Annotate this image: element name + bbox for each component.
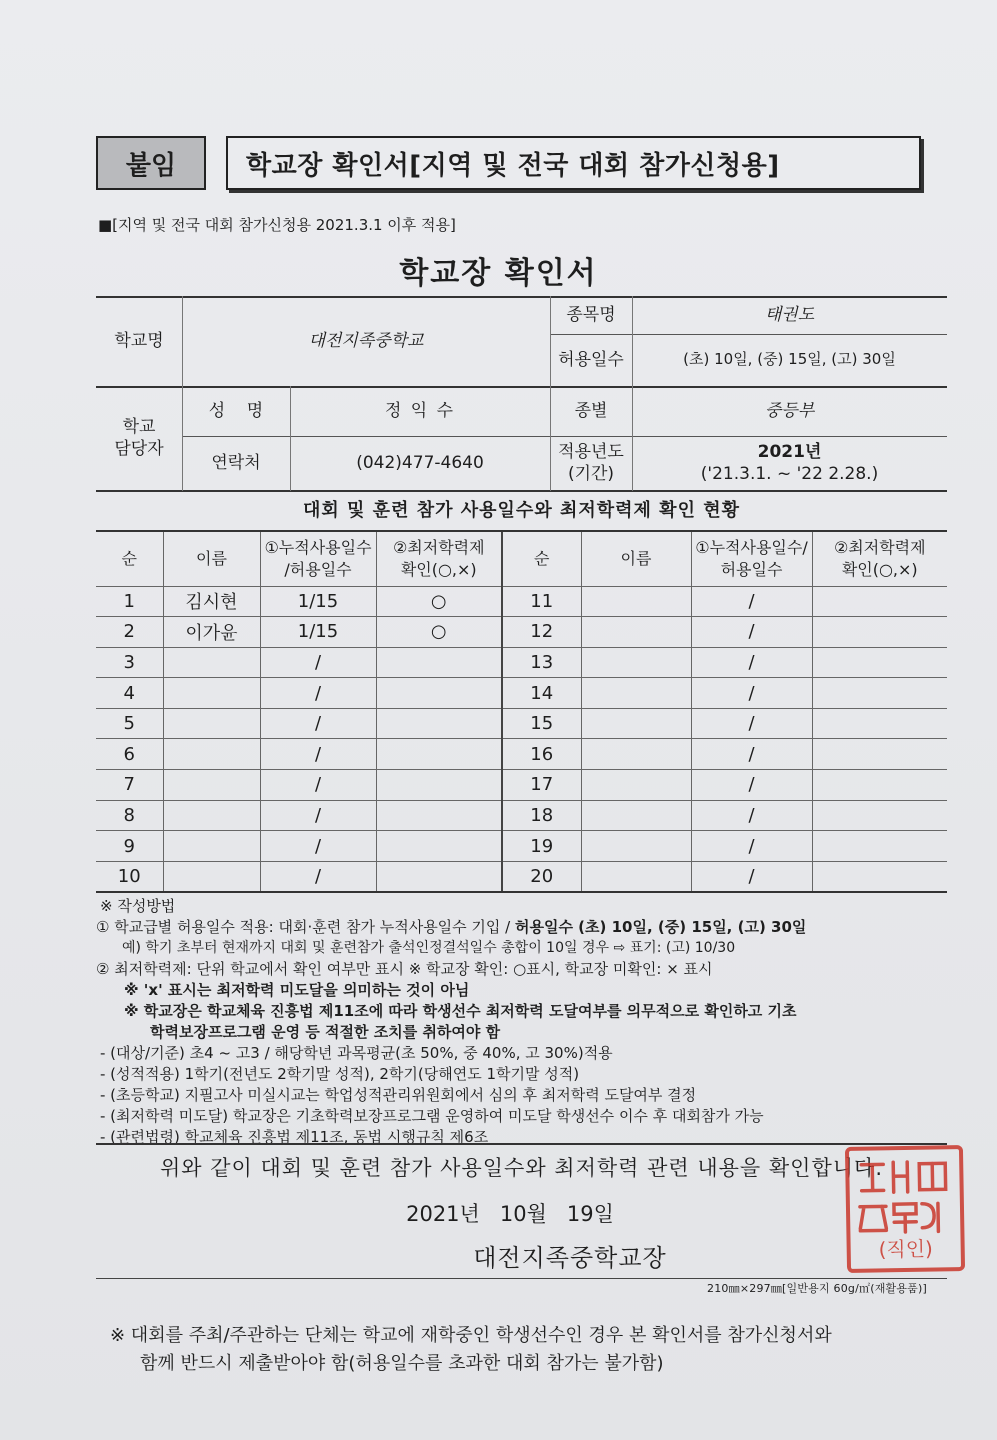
attachment-tag: 붙임 [96, 136, 206, 190]
row-academic-check [812, 586, 947, 617]
detail-2: - (성적적용) 1학기(전년도 2학기말 성적), 2학기(당해연도 1학기말 성적) [100, 1065, 580, 1083]
row-no: 2 [96, 617, 163, 648]
detail-4: - (최저학력 미도달) 학교장은 기초학력보장프로그램 운영하여 미도달 학생선수 이수 후 대회참가 가능 [100, 1107, 764, 1125]
name-label: 성 명 [208, 400, 264, 421]
header-no: 순 [96, 531, 163, 586]
row-academic-check [812, 800, 947, 831]
note-2: ② 최저학력제: 단위 학교에서 확인 여부만 표시 ※ 학교장 확인: ○표시, 학교장 미확인: × 표시 [96, 960, 713, 978]
row-no: 5 [96, 708, 163, 739]
row-academic-check [376, 861, 502, 892]
row-days: / [691, 708, 812, 739]
table-row [96, 708, 947, 739]
svg-text:(직인): (직인) [878, 1236, 934, 1262]
row-no: 20 [502, 861, 581, 892]
header-academic-right: ②최저학력제 확인(○,×) [812, 531, 947, 586]
row-name [163, 708, 260, 739]
roster-table [96, 530, 947, 893]
period-value-line: ('21.3.1. ~ '22 2.28.) [700, 464, 879, 484]
row-days: / [691, 647, 812, 678]
row-days: / [260, 770, 376, 801]
row-name [581, 831, 691, 862]
row-name [163, 678, 260, 709]
row-no: 16 [502, 739, 581, 770]
row-academic-check [376, 770, 502, 801]
row-no: 14 [502, 678, 581, 709]
row-no: 19 [502, 831, 581, 862]
table-row [96, 678, 947, 709]
row-academic-check [812, 708, 947, 739]
row-name [163, 861, 260, 892]
row-days: / [260, 861, 376, 892]
principal-signature-line: 대전지족중학교장 [473, 1244, 667, 1272]
row-days: / [691, 831, 812, 862]
row-academic-check: ○ [376, 586, 502, 617]
official-seal [845, 1145, 965, 1273]
issue-date: 2021년 10월 19일 [406, 1202, 614, 1226]
name-value: 정 익 수 [384, 400, 456, 421]
row-academic-check [376, 831, 502, 862]
year-label-line1: 적용년도 [558, 441, 624, 462]
row-academic-check [812, 861, 947, 892]
notes-heading: ※ 작성방법 [100, 897, 176, 915]
note-4-cont: 학력보장프로그램 운영 등 적절한 조치를 취하여야 함 [150, 1023, 501, 1041]
writing-instructions [96, 896, 956, 1148]
row-name [163, 831, 260, 862]
row-academic-check [376, 708, 502, 739]
row-name [581, 647, 691, 678]
document-title: 학교장 확인서 [399, 256, 598, 291]
manager-label [96, 386, 182, 490]
row-name: 김시현 [163, 586, 260, 617]
row-name [581, 800, 691, 831]
table-row [96, 800, 947, 831]
note-1-example: 예) 학기 초부터 현재까지 대회 및 훈련참가 출석인정결석일수 총합이 10일 경우 ⇨ 표기: (고) 10/30 [122, 940, 736, 956]
row-days: 1/15 [260, 617, 376, 648]
row-days: / [260, 739, 376, 770]
header-days-right: ①누적사용일수/ 허용일수 [691, 531, 812, 586]
row-no: 18 [502, 800, 581, 831]
row-no: 11 [502, 586, 581, 617]
header-name-right: 이름 [581, 531, 691, 586]
category-value: 중등부 [764, 400, 815, 421]
seal-icon [849, 1149, 961, 1269]
detail-5: - (관련법령) 학교체육 진흥법 제11조, 동법 시행규칙 제6조 [100, 1128, 489, 1146]
row-days: / [260, 800, 376, 831]
roster-section-title: 대회 및 훈련 참가 사용일수와 최저학력제 확인 현황 [302, 500, 740, 521]
row-academic-check [376, 739, 502, 770]
row-academic-check [812, 678, 947, 709]
detail-1: - (대상/기준) 초4 ~ 고3 / 해당학년 과목평균(초 50%, 중 40%, 고 30%)적용 [100, 1044, 613, 1062]
row-days: / [691, 739, 812, 770]
school-value: 대전지족중학교 [308, 330, 424, 351]
table-row [96, 647, 947, 678]
row-days: / [691, 617, 812, 648]
row-academic-check [812, 647, 947, 678]
allowed-days-value: (초) 10일, (중) 15일, (고) 30일 [683, 350, 896, 369]
info-grid [96, 296, 947, 491]
row-no: 3 [96, 647, 163, 678]
row-days: / [691, 678, 812, 709]
row-name: 이가윤 [163, 617, 260, 648]
contact-label: 연락처 [211, 452, 261, 473]
row-name [163, 739, 260, 770]
year-label [550, 436, 632, 490]
year-value-line: 2021년 [757, 441, 822, 462]
paper-spec: 210㎜×297㎜[일반용지 60g/㎡(재활용품)] [707, 1282, 927, 1295]
row-days: / [260, 678, 376, 709]
row-academic-check [812, 770, 947, 801]
row-no: 9 [96, 831, 163, 862]
note-1: ① 학교급별 허용일수 적용: 대회·훈련 참가 누적사용일수 기입 / 허용일수 (초) 10일, (중) 15일, (고) 30일 [96, 918, 807, 936]
manager-label-line2: 담당자 [114, 439, 164, 459]
note-3: ※ 'x' 표시는 최저학력 미도달을 의미하는 것이 아님 [124, 981, 470, 999]
row-academic-check [812, 617, 947, 648]
row-no: 4 [96, 678, 163, 709]
footer-note [110, 1322, 930, 1378]
row-name [581, 739, 691, 770]
footer-note-line2: 함께 반드시 제출받아야 함(허용일수를 초과한 대회 참가는 불가함) [140, 1353, 664, 1374]
row-days: / [691, 861, 812, 892]
row-days: 1/15 [260, 586, 376, 617]
row-no: 15 [502, 708, 581, 739]
school-label: 학교명 [114, 330, 164, 351]
sport-value: 태권도 [764, 304, 815, 325]
header-name: 이름 [163, 531, 260, 586]
header-no-right: 순 [502, 531, 581, 586]
applied-note: ■[지역 및 전국 대회 참가신청용 2021.3.1 이후 적용] [98, 216, 456, 234]
row-academic-check [812, 739, 947, 770]
table-row [96, 586, 947, 617]
row-no: 8 [96, 800, 163, 831]
detail-3: - (초등학교) 지필고사 미실시교는 학업성적관리위원회에서 심의 후 최저학력 도달여부 결정 [100, 1086, 697, 1104]
table-row [96, 739, 947, 770]
row-days: / [260, 647, 376, 678]
row-days: / [691, 586, 812, 617]
row-academic-check: ○ [376, 617, 502, 648]
roster-header-row [96, 531, 947, 586]
row-name [581, 678, 691, 709]
sport-label: 종목명 [566, 304, 616, 325]
year-label-line2: (기간) [567, 464, 615, 484]
row-no: 1 [96, 586, 163, 617]
footer-note-line1: ※ 대회를 주최/주관하는 단체는 학교에 재학중인 학생선수인 경우 본 확인서를 참가신청서와 [110, 1325, 832, 1346]
row-academic-check [376, 800, 502, 831]
row-name [581, 586, 691, 617]
row-name [581, 708, 691, 739]
table-row [96, 861, 947, 892]
row-no: 7 [96, 770, 163, 801]
allowed-days-label: 허용일수 [558, 349, 624, 370]
manager-label-line1: 학교 [122, 416, 156, 437]
header-title-box: 학교장 확인서[지역 및 전국 대회 참가신청용] [226, 136, 921, 190]
row-days: / [260, 831, 376, 862]
row-name [581, 861, 691, 892]
row-no: 12 [502, 617, 581, 648]
row-academic-check [376, 678, 502, 709]
table-row [96, 831, 947, 862]
note-4: ※ 학교장은 학교체육 진흥법 제11조에 따라 학생선수 최저학력 도달여부를 의무적으로 확인하고 기초 [124, 1002, 797, 1020]
row-name [163, 647, 260, 678]
row-academic-check [812, 831, 947, 862]
row-academic-check [376, 647, 502, 678]
contact-value: (042)477-4640 [356, 452, 484, 473]
header-academic: ②최저학력제 확인(○,×) [376, 531, 502, 586]
row-name [581, 617, 691, 648]
year-value [632, 436, 947, 490]
header-days: ①누적사용일수 /허용일수 [260, 531, 376, 586]
row-name [163, 800, 260, 831]
row-name [581, 770, 691, 801]
category-label: 종별 [574, 400, 608, 421]
row-no: 13 [502, 647, 581, 678]
row-days: / [691, 770, 812, 801]
row-days: / [691, 800, 812, 831]
row-days: / [260, 708, 376, 739]
confirmation-statement: 위와 같이 대회 및 훈련 참가 사용일수와 최저학력 관련 내용을 확인합니다. [159, 1156, 883, 1180]
table-row [96, 770, 947, 801]
row-no: 10 [96, 861, 163, 892]
row-no: 6 [96, 739, 163, 770]
row-name [163, 770, 260, 801]
table-row [96, 617, 947, 648]
row-no: 17 [502, 770, 581, 801]
